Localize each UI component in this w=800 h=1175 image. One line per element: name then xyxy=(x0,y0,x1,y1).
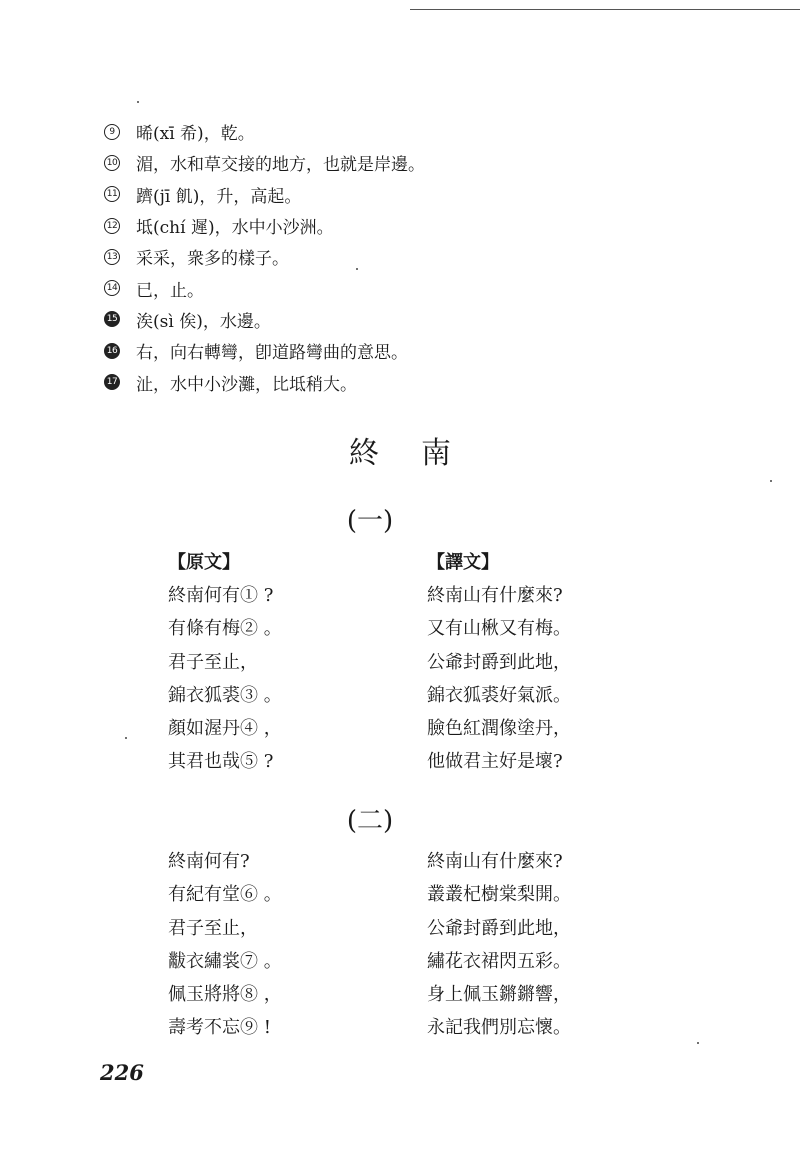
footnote-text: 晞(xī 希)，乾。 xyxy=(136,124,255,145)
footnote-text: 湄，水和草交接的地方，也就是岸邊。 xyxy=(136,155,425,176)
footnote-number: 13 xyxy=(104,249,120,265)
poem-line: 錦衣狐裘③ 。 xyxy=(168,684,282,706)
translation-line: 錦衣狐裘好氣派。 xyxy=(427,684,571,706)
section-heading-2: (二) xyxy=(346,806,394,836)
footnote-number: 12 xyxy=(104,218,120,234)
translation-line: 又有山楸又有梅。 xyxy=(427,618,571,640)
translation-line: 公爺封爵到此地， xyxy=(427,651,571,673)
poem-line: 佩玉將將⑧ ， xyxy=(168,984,282,1006)
footnote-number: 11 xyxy=(104,186,120,202)
section-heading-1: (一) xyxy=(346,506,394,536)
translation-column-2 xyxy=(427,845,571,1045)
footnote-number: 9 xyxy=(104,124,120,140)
print-speck xyxy=(125,737,127,739)
footnote-item xyxy=(104,366,425,397)
footnote-item xyxy=(104,147,425,178)
footnote-number: 16 xyxy=(104,343,120,359)
poem-line: 終南何有① ? xyxy=(168,585,274,606)
footnote-item xyxy=(104,210,425,241)
footnote-item xyxy=(104,241,425,272)
footnote-item xyxy=(104,272,425,303)
poem-line: 其君也哉⑤ ? xyxy=(168,751,274,773)
footnote-item xyxy=(104,304,425,335)
poem-line: 君子至止， xyxy=(168,651,258,673)
footnote-number: 14 xyxy=(104,280,120,296)
translation-line: 他做君主好是壞? xyxy=(427,751,563,773)
footnote-number: 10 xyxy=(104,155,120,171)
translation-line: 公爺封爵到此地， xyxy=(427,917,571,939)
original-text-column-2 xyxy=(168,845,282,1045)
print-speck xyxy=(697,1042,699,1044)
translation-line: 臉色紅潤像塗丹， xyxy=(427,718,571,740)
translation-line: 終南山有什麼來? xyxy=(427,851,563,872)
poem-line: 終南何有? xyxy=(168,851,250,872)
footnote-text: 坻(chí 遲)，水中小沙洲。 xyxy=(136,218,334,239)
footnote-text: 沚，水中小沙灘，比坻稍大。 xyxy=(136,374,357,395)
top-rule xyxy=(410,9,800,10)
print-speck xyxy=(137,101,139,103)
poem-line: 壽考不忘⑨ ! xyxy=(168,1017,271,1039)
poem-line: 有紀有堂⑥ 。 xyxy=(168,884,282,906)
page-number: 226 xyxy=(100,1060,144,1085)
footnote-text: 已，止。 xyxy=(136,280,204,301)
poem-title: 終南 xyxy=(349,436,493,471)
footnote-text: 右，向右轉彎，卽道路彎曲的意思。 xyxy=(136,343,408,364)
poem-line: 顏如渥丹④ ， xyxy=(168,718,282,740)
footnote-text: 躋(jī 飢)，升，高起。 xyxy=(136,186,302,207)
translation-line: 叢叢杞樹棠梨開。 xyxy=(427,884,571,906)
footnote-text: 采采，衆多的樣子。 xyxy=(136,249,289,270)
footnotes-list xyxy=(104,116,425,398)
poem-line: 君子至止， xyxy=(168,917,258,939)
footnote-number: 17 xyxy=(104,374,120,390)
print-speck xyxy=(770,480,772,482)
translation-line: 永記我們別忘懷。 xyxy=(427,1017,571,1039)
original-text-header: 【原文】 xyxy=(168,552,240,573)
footnote-item xyxy=(104,179,425,210)
poem-line: 有條有梅② 。 xyxy=(168,618,282,640)
footnote-item xyxy=(104,116,425,147)
translation-line: 終南山有什麼來? xyxy=(427,585,563,606)
footnote-text: 涘(sì 俟)，水邊。 xyxy=(136,311,271,332)
footnote-item xyxy=(104,335,425,366)
translation-line: 身上佩玉鏘鏘響， xyxy=(427,984,571,1006)
poem-line: 黻衣繡裳⑦ 。 xyxy=(168,950,282,972)
translation-column-1 xyxy=(427,546,571,779)
original-text-column-1 xyxy=(168,546,282,779)
translation-line: 繡花衣裙閃五彩。 xyxy=(427,950,571,972)
footnote-number: 15 xyxy=(104,311,120,327)
translation-header: 【譯文】 xyxy=(427,552,499,573)
